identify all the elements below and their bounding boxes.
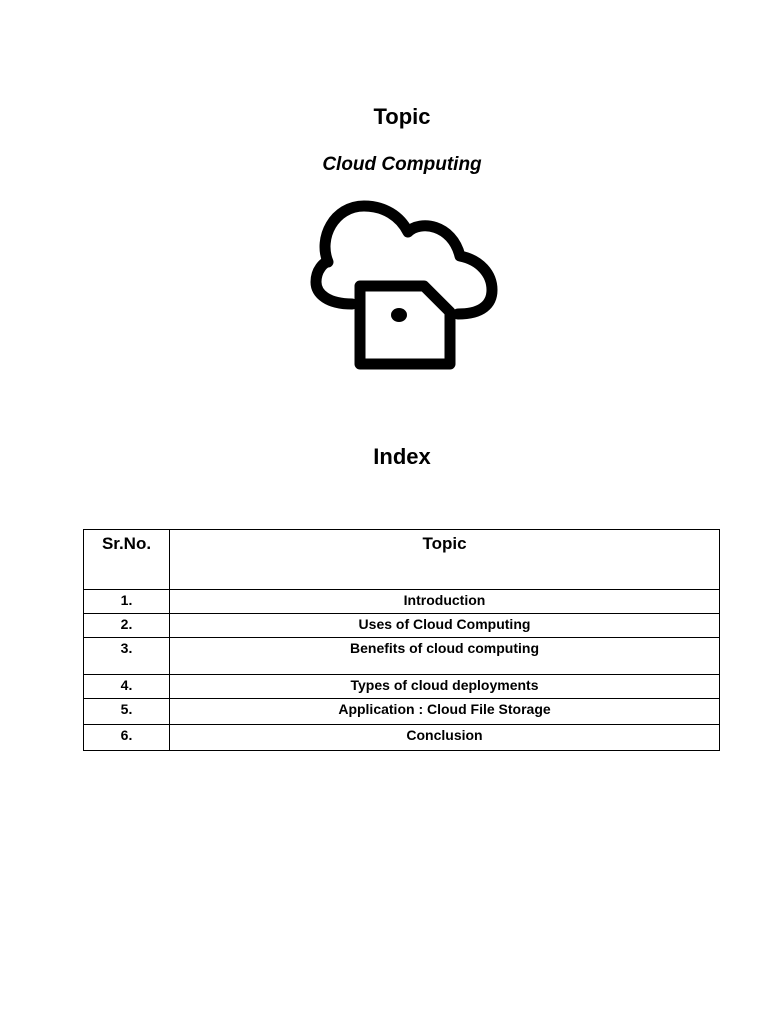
- page-title: Topic: [373, 104, 431, 129]
- row-topic: Types of cloud deployments: [170, 675, 720, 699]
- row-topic: Uses of Cloud Computing: [170, 614, 720, 638]
- table-row: [84, 638, 720, 675]
- row-number: 3.: [84, 638, 170, 675]
- row-number: 5.: [84, 699, 170, 725]
- table-header-row: [84, 530, 720, 590]
- header-topic: Topic: [170, 530, 720, 590]
- row-topic: Introduction: [170, 590, 720, 614]
- table-row: [84, 699, 720, 725]
- index-table: [83, 529, 720, 751]
- cloud-file-icon: [308, 198, 500, 374]
- row-number: 2.: [84, 614, 170, 638]
- row-number: 6.: [84, 725, 170, 751]
- row-topic: Application : Cloud File Storage: [170, 699, 720, 725]
- index-heading: Index: [373, 444, 431, 469]
- row-number: 1.: [84, 590, 170, 614]
- table-row: [84, 590, 720, 614]
- page-subtitle: Cloud Computing: [322, 154, 482, 175]
- row-topic: Conclusion: [170, 725, 720, 751]
- header-sr-no: Sr.No.: [84, 530, 170, 590]
- row-number: 4.: [84, 675, 170, 699]
- table-row: [84, 675, 720, 699]
- row-topic: Benefits of cloud computing: [170, 638, 720, 675]
- table-row: [84, 614, 720, 638]
- table-row: [84, 725, 720, 751]
